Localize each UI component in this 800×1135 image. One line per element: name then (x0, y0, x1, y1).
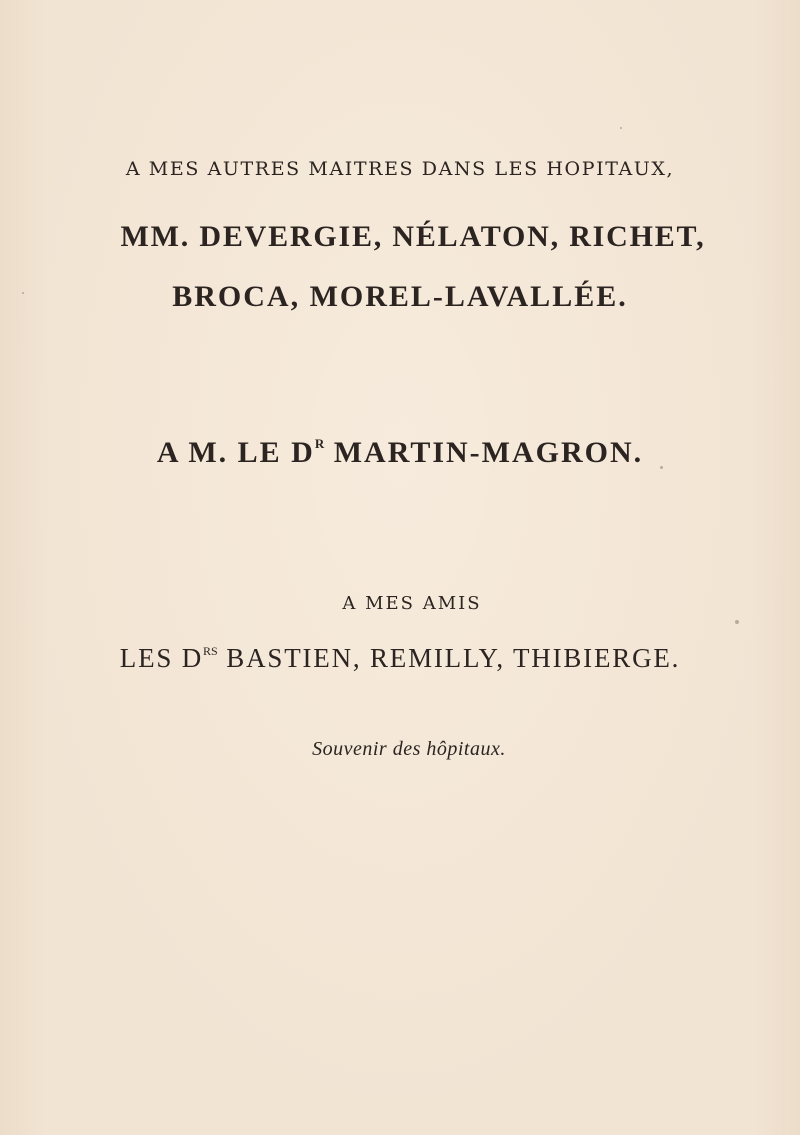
paper-speck (620, 127, 622, 129)
dedication-friends-heading: A MES AMIS (342, 593, 482, 614)
dedication-doctor-line (0, 436, 800, 470)
paper-speck (660, 466, 663, 469)
dedication-friends-prefix: LES D (119, 643, 204, 673)
dedication-masters-names-line1: MM. DEVERGIE, NÉLATON, RICHET, (120, 220, 706, 253)
dedication-friends-superscript: RS (203, 644, 218, 658)
paper-speck (22, 292, 24, 294)
dedication-doctor-name: MARTIN-MAGRON. (324, 436, 644, 469)
dedication-friends-names: BASTIEN, REMILLY, THIBIERGE. (217, 643, 681, 673)
paper-speck (735, 620, 739, 624)
dedication-closing-italic: Souvenir des hôpitaux. (312, 738, 506, 760)
dedication-masters-heading: A MES AUTRES MAITRES DANS LES HOPITAUX, (125, 158, 675, 180)
dedication-doctor-prefix: A M. LE D (156, 436, 315, 469)
dedication-masters-names-line2: BROCA, MOREL-LAVALLÉE. (172, 280, 628, 313)
dedication-friends-line (0, 643, 800, 674)
dedication-doctor-superscript: R (314, 436, 325, 451)
